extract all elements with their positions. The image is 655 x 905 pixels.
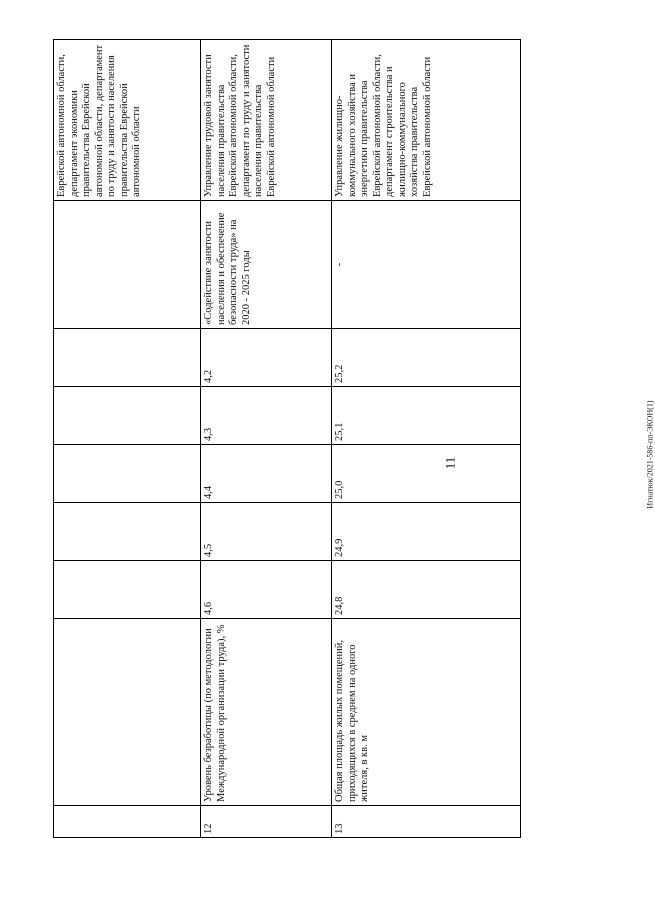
value-cell [54, 445, 201, 503]
value-cell [54, 329, 201, 387]
value-cell [54, 387, 201, 445]
responsible-body: Управление жилищно-коммунального хозяйства и энергетики правительства Еврейской автономной области, департамент строительства и жилищно-коммунального хозяйства правительства Еврейской автономной области [332, 40, 521, 201]
row-number [54, 806, 201, 838]
value-cell: 4,3 [201, 387, 332, 445]
responsible-body: Еврейской автономной области, департамент экономики правительства Еврейской автономной области, департамент по труду и занятости населения правительства Еврейской автономной области [54, 40, 201, 201]
indicator-name: Уровень безработицы (по методологии Международной организации труда), % [201, 619, 332, 806]
row-number: 13 [332, 806, 521, 838]
value-cell [54, 561, 201, 619]
value-cell: 4,2 [201, 329, 332, 387]
value-cell: 25,0 [332, 445, 521, 503]
footer-doc-id: Игнатюк/2021-586-пп-ЭКОН(1) [645, 400, 655, 509]
table-row [332, 40, 521, 838]
value-cell: 4,6 [201, 561, 332, 619]
table-frame [53, 40, 505, 838]
value-cell: 24,9 [332, 503, 521, 561]
indicators-table [53, 39, 521, 838]
value-cell: 4,4 [201, 445, 332, 503]
program-name: - [332, 201, 521, 329]
row-number: 12 [201, 806, 332, 838]
value-cell [54, 503, 201, 561]
table-row [54, 40, 201, 838]
rotated-table-container [53, 40, 505, 838]
program-name [54, 201, 201, 329]
indicator-name: Общая площадь жилых помещений, приходящихся в среднем на одного жителя, в кв. м [332, 619, 521, 806]
value-cell: 24,8 [332, 561, 521, 619]
value-cell: 25,1 [332, 387, 521, 445]
program-name: «Содействие занятости населения и обеспечение безопасности труда» на 2020 - 2025 годы [201, 201, 332, 329]
table-row [201, 40, 332, 838]
indicator-name [54, 619, 201, 806]
value-cell: 4,5 [201, 503, 332, 561]
responsible-body: Управление трудовой занятости населения правительства Еврейской автономной области, департамент по труду и занятости населения правительства Еврейской автономной области [201, 40, 332, 201]
page-number: 11 [442, 456, 458, 470]
value-cell: 25,2 [332, 329, 521, 387]
